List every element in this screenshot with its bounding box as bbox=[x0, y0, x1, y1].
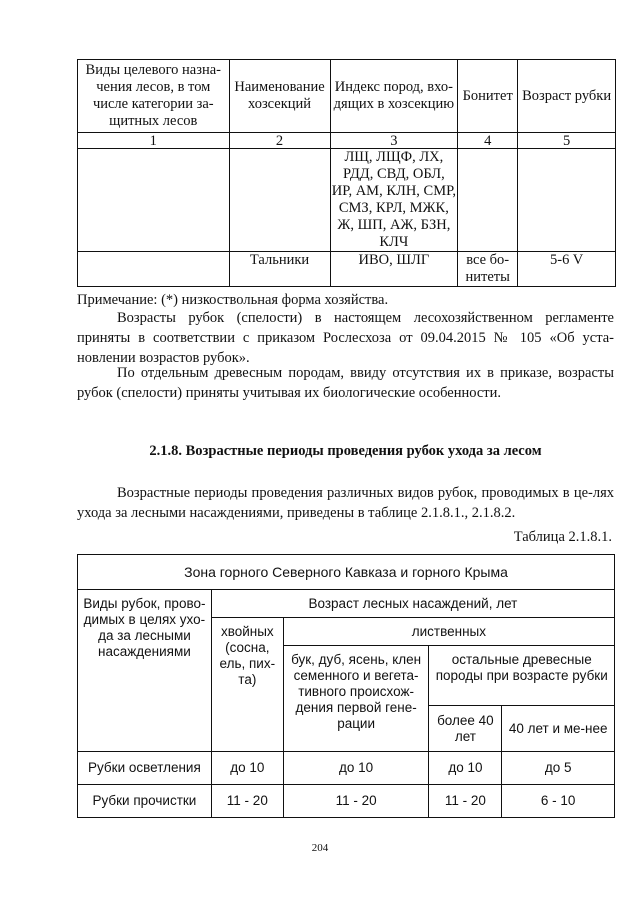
table-row bbox=[78, 752, 615, 785]
page-number: 204 bbox=[311, 842, 329, 854]
table-cell: Рубки прочистки bbox=[78, 785, 212, 818]
table-row bbox=[78, 785, 615, 818]
header-section-name: Наименование хозсекций bbox=[229, 60, 330, 133]
table-cell: 11 - 20 bbox=[429, 785, 502, 818]
table-header-row bbox=[78, 60, 616, 133]
header-felling-type: Виды рубок, прово-димых в целях ухо-да за лесными насаждениями bbox=[78, 590, 212, 752]
table-row bbox=[78, 252, 616, 287]
zone-header: Зона горного Северного Кавказа и горного Крыма bbox=[78, 555, 615, 590]
header-other-species: остальные древесные породы при возрасте рубки bbox=[429, 646, 615, 706]
zone-row bbox=[78, 555, 615, 590]
paragraph-other-species: По отдельным древесным породам, ввиду отсутствия их в приказе, возрасты рубок (спелости) приняты учитывая их биологические особенности. bbox=[77, 365, 614, 401]
header-forest-purpose: Виды целевого назна-чения лесов, в том числе категории за-щитных лесов bbox=[78, 60, 230, 133]
col-number: 3 bbox=[330, 133, 458, 149]
table-cell bbox=[458, 149, 518, 252]
header-bonitet: Бонитет bbox=[458, 60, 518, 133]
table-cell: Тальники bbox=[229, 252, 330, 287]
table-note: Примечание: (*) низкоствольная форма хозяйства. bbox=[77, 292, 389, 308]
table-cell: до 10 bbox=[429, 752, 502, 785]
header-beech-oak: бук, дуб, ясень, клен семенного и вегета-тивного происхож-дения первой гене-рации bbox=[283, 646, 429, 752]
table-cell bbox=[518, 149, 616, 252]
table-cell: 11 - 20 bbox=[283, 785, 429, 818]
table-cell: до 10 bbox=[283, 752, 429, 785]
header-species-index: Индекс пород, вхо-дящих в хозсекцию bbox=[330, 60, 458, 133]
paragraph-cutting-ages: Возрасты рубок (спелости) в настоящем лесохозяйственном регламенте приняты в соответствии с приказом Рослесхоза от 09.04.2015 № 105 «Об уста-новлении возрастов рубок». bbox=[77, 310, 614, 366]
cutting-age-table bbox=[77, 59, 616, 287]
paragraph-thinning-periods: Возрастные периоды проведения различных видов рубок, проводимых в це-лях ухода за лесными насаждениями, приведены в таблице 2.1.8.1., 2.1.8.2. bbox=[77, 485, 614, 521]
col-number: 2 bbox=[229, 133, 330, 149]
table-cell: все бо-нитеты bbox=[458, 252, 518, 287]
table-cell: ЛЩ, ЛЩФ, ЛХ, РДД, СВД, ОБЛ, ИР, АМ, КЛН, СМР, СМЗ, КРЛ, МЖК, Ж, ШП, АЖ, БЗН, КЛЧ bbox=[331, 149, 456, 250]
table-cell bbox=[78, 149, 230, 252]
table-header-row bbox=[78, 590, 615, 618]
col-number: 1 bbox=[78, 133, 230, 149]
header-over-40: более 40 лет bbox=[429, 706, 502, 752]
table-cell: Рубки осветления bbox=[78, 752, 212, 785]
header-age: Возраст лесных насаждений, лет bbox=[211, 590, 614, 618]
table-cell: ИВО, ШЛГ bbox=[330, 252, 458, 287]
table-cell bbox=[229, 149, 330, 252]
col-number: 5 bbox=[518, 133, 616, 149]
header-deciduous: лиственных bbox=[283, 618, 614, 646]
table-cell: до 5 bbox=[502, 752, 615, 785]
table-row bbox=[78, 149, 616, 252]
table-cell: 11 - 20 bbox=[211, 785, 283, 818]
header-under-40: 40 лет и ме-нее bbox=[502, 706, 615, 752]
table-cell: 6 - 10 bbox=[502, 785, 615, 818]
column-number-row bbox=[78, 133, 616, 149]
table-cell: 5-6 V bbox=[518, 252, 616, 287]
table-caption: Таблица 2.1.8.1. bbox=[513, 529, 612, 545]
header-cutting-age: Возраст рубки bbox=[518, 60, 616, 133]
section-heading: 2.1.8. Возрастные периоды проведения рубок ухода за лесом bbox=[149, 443, 542, 459]
thinning-periods-table bbox=[77, 554, 615, 818]
table-cell: до 10 bbox=[211, 752, 283, 785]
header-coniferous: хвойных (сосна, ель, пих-та) bbox=[211, 618, 283, 752]
table-cell bbox=[78, 252, 230, 287]
col-number: 4 bbox=[458, 133, 518, 149]
